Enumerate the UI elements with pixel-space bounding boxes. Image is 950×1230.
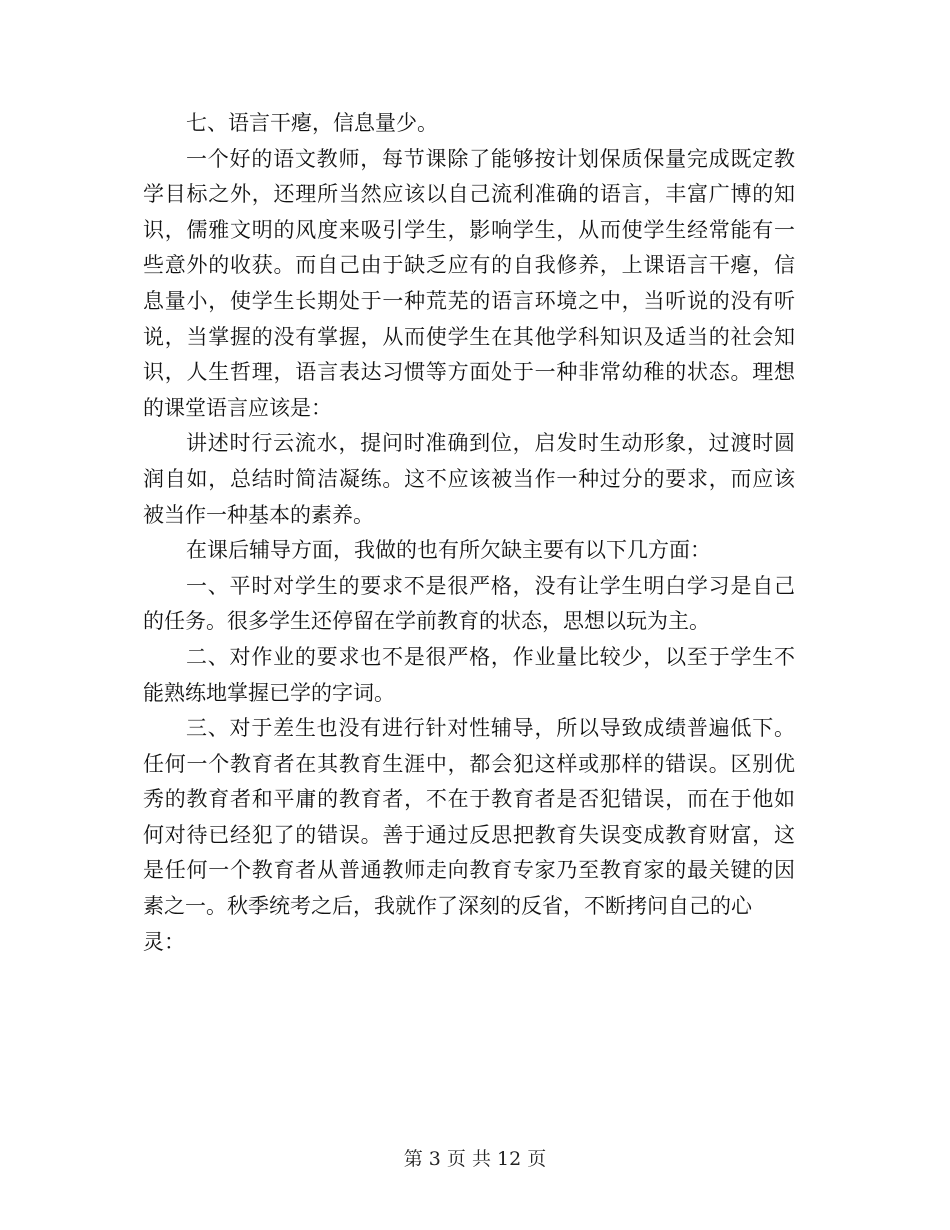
page-footer: 第 3 页 共 12 页 [403, 1148, 547, 1170]
text-line: 润自如，总结时简洁凝练。这不应该被当作一种过分的要求，而应该 [143, 466, 795, 491]
text-line: 的课堂语言应该是： [143, 395, 332, 420]
document-body [143, 106, 795, 960]
text-line: 三、对于差生也没有进行针对性辅导，所以导致成绩普遍低下。 [186, 716, 795, 741]
text-line: 在课后辅导方面，我做的也有所欠缺主要有以下几方面： [186, 538, 711, 563]
text-line: 讲述时行云流水，提问时准确到位，启发时生动形象，过渡时圆 [186, 431, 795, 456]
text-line: 是任何一个教育者从普通教师走向教育专家乃至教育家的最关键的因 [143, 858, 795, 883]
text-line: 些意外的收获。而自己由于缺乏应有的自我修养，上课语言干瘪，信 [143, 253, 795, 278]
text-line: 能熟练地掌握已学的字词。 [143, 680, 395, 705]
text-line: 识，人生哲理，语言表达习惯等方面处于一种非常幼稚的状态。理想 [143, 360, 795, 385]
text-line: 息量小，使学生长期处于一种荒芜的语言环境之中，当听说的没有听 [143, 288, 795, 313]
text-line: 何对待已经犯了的错误。善于通过反思把教育失误变成教育财富，这 [143, 822, 795, 847]
text-line: 秀的教育者和平庸的教育者，不在于教育者是否犯错误，而在于他如 [143, 787, 795, 812]
text-line: 说，当掌握的没有掌握，从而使学生在其他学科知识及适当的社会知 [143, 324, 795, 349]
text-line: 二、对作业的要求也不是很严格，作业量比较少，以至于学生不 [186, 644, 795, 669]
text-line: 识，儒雅文明的风度来吸引学生，影响学生，从而使学生经常能有一 [143, 217, 795, 242]
text-line: 素之一。秋季统考之后，我就作了深刻的反省，不断拷问自己的心 [143, 894, 752, 919]
text-line: 七、语言干瘪，信息量少。 [186, 111, 438, 135]
text-line: 的任务。很多学生还停留在学前教育的状态，思想以玩为主。 [143, 609, 710, 634]
text-line: 学目标之外，还理所当然应该以自己流利准确的语言，丰富广博的知 [143, 182, 795, 207]
text-line: 一、平时对学生的要求不是很严格，没有让学生明白学习是自己 [186, 573, 795, 598]
text-line: 一个好的语文教师，每节课除了能够按计划保质保量完成既定教 [186, 146, 795, 171]
text-line: 任何一个教育者在其教育生涯中，都会犯这样或那样的错误。区别优 [143, 751, 795, 776]
text-line: 被当作一种基本的素养。 [143, 502, 374, 527]
text-line: 灵： [143, 929, 185, 954]
